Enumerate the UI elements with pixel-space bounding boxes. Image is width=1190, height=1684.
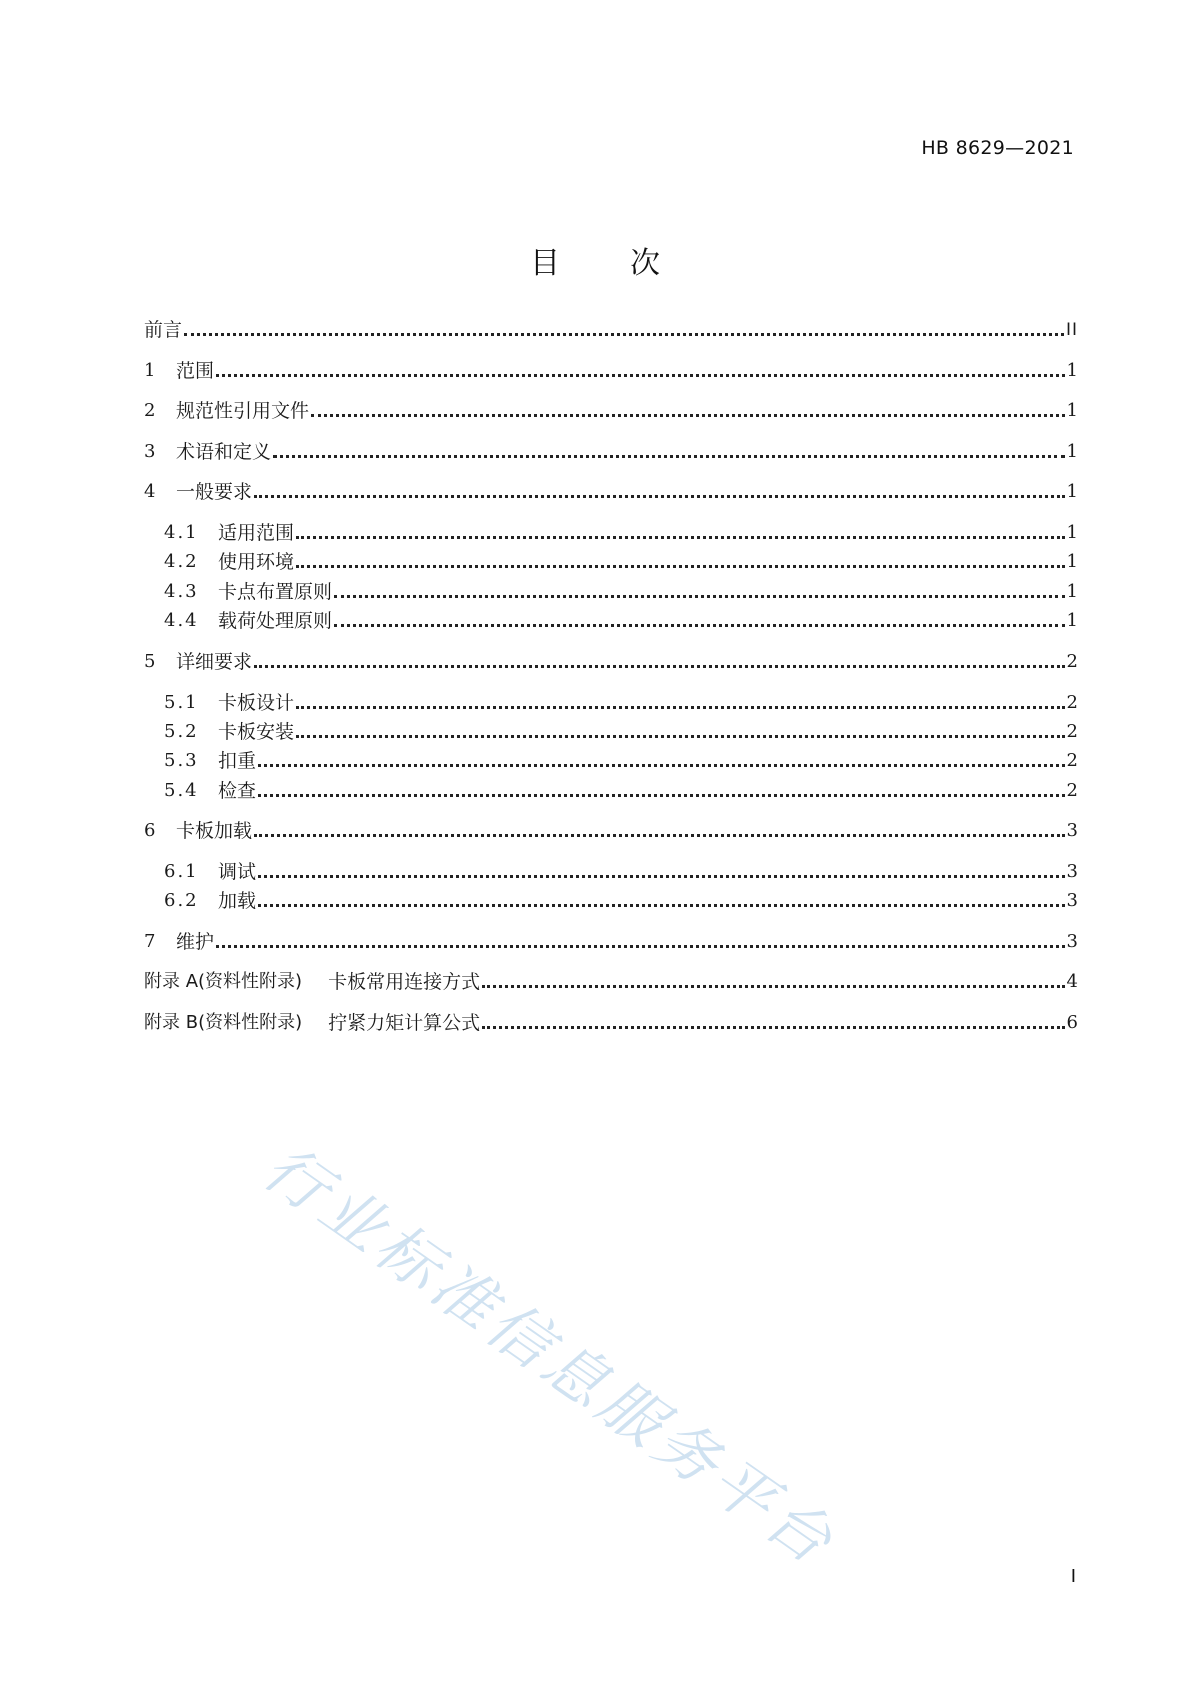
toc-entry-number: 5.2 — [164, 721, 199, 742]
toc-entry-5-2[interactable] — [164, 719, 1078, 745]
toc-entry-number: 4 — [144, 481, 156, 502]
toc-entry-page: II — [1065, 320, 1078, 340]
toc-entry-page: 1 — [1066, 400, 1078, 421]
toc-entry-number: 5.4 — [164, 780, 199, 801]
toc-leader-dots — [184, 333, 1064, 336]
toc-entry-page: 2 — [1066, 651, 1078, 672]
toc-entry-page: 3 — [1066, 931, 1078, 952]
toc-entry-number: 6.1 — [164, 861, 199, 882]
toc-entry-label: 加载 — [218, 890, 257, 912]
toc-leader-dots — [334, 624, 1065, 627]
toc-entry-number: 4.3 — [164, 581, 199, 602]
toc-entry-appendix-b[interactable] — [144, 1010, 1078, 1036]
toc-entry-number: 4.4 — [164, 610, 199, 631]
toc-entry-number: 5.3 — [164, 750, 199, 771]
toc-entry-page: 1 — [1066, 441, 1078, 462]
toc-entry-number: 7 — [144, 931, 156, 952]
toc-entry-page: 3 — [1066, 861, 1078, 882]
toc-entry-number: 2 — [144, 400, 156, 421]
toc-entry-number: 1 — [144, 360, 156, 381]
toc-leader-dots — [296, 565, 1065, 568]
toc-leader-dots — [482, 1026, 1064, 1029]
toc-entry-page: 1 — [1066, 581, 1078, 602]
toc-entry-4-1[interactable] — [164, 520, 1078, 546]
toc-entry-page: 2 — [1066, 721, 1078, 742]
toc-entry-label: 拧紧力矩计算公式 — [328, 1012, 481, 1034]
standard-code: HB 8629—2021 — [921, 137, 1074, 159]
toc-entry-number: 5 — [144, 651, 156, 672]
toc-leader-dots — [334, 595, 1065, 598]
toc-entry-page: 6 — [1066, 1012, 1078, 1033]
toc-entry-label: 使用环境 — [218, 551, 295, 573]
toc-entry-label: 前言 — [144, 319, 183, 341]
toc-entry-number: 4.2 — [164, 551, 199, 572]
toc-entry-5-3[interactable] — [164, 748, 1078, 774]
toc-leader-dots — [254, 834, 1065, 837]
toc-entry-number: 5.1 — [164, 692, 199, 713]
watermark: 行业标准信息服务平台 — [250, 1130, 850, 1581]
toc-entry-number: 附录 B(资料性附录) — [144, 1012, 303, 1033]
toc-entry-6[interactable] — [144, 818, 1078, 844]
toc-entry-6-1[interactable] — [164, 859, 1078, 885]
toc-entry-5[interactable] — [144, 649, 1078, 675]
toc-entry-label: 卡板安装 — [218, 721, 295, 743]
toc-leader-dots — [296, 735, 1065, 738]
toc-entry-3[interactable] — [144, 439, 1078, 465]
toc-entry-page: 1 — [1066, 551, 1078, 572]
toc-leader-dots — [311, 414, 1065, 417]
toc-entry-number: 4.1 — [164, 522, 199, 543]
toc-entry-number: 6 — [144, 820, 156, 841]
toc-entry-page: 3 — [1066, 890, 1078, 911]
toc-leader-dots — [258, 875, 1065, 878]
toc-leader-dots — [482, 985, 1064, 988]
toc-entry-4-2[interactable] — [164, 549, 1078, 575]
toc-entry-5-1[interactable] — [164, 690, 1078, 716]
toc-entry-label: 扣重 — [218, 750, 257, 772]
toc-entry-label: 调试 — [218, 861, 257, 883]
page-number: I — [1070, 1566, 1076, 1587]
toc-entry-number: 附录 A(资料性附录) — [144, 971, 303, 992]
toc-entry-4-3[interactable] — [164, 579, 1078, 605]
toc-entry-4[interactable] — [144, 479, 1078, 505]
toc-entry-label: 维护 — [176, 931, 215, 953]
toc-leader-dots — [273, 455, 1065, 458]
toc-leader-dots — [216, 945, 1065, 948]
toc-entry-page: 1 — [1066, 522, 1078, 543]
toc-entry-page: 1 — [1066, 610, 1078, 631]
toc-entry-label: 范围 — [176, 360, 215, 382]
page-title: 目次 — [530, 246, 730, 281]
toc-entry-page: 2 — [1066, 692, 1078, 713]
toc-entry-label: 检查 — [218, 780, 257, 802]
toc-entry-7[interactable] — [144, 929, 1078, 955]
toc-leader-dots — [258, 904, 1065, 907]
toc-entry-foreword[interactable] — [144, 317, 1078, 343]
toc-entry-5-4[interactable] — [164, 778, 1078, 804]
toc-leader-dots — [216, 374, 1065, 377]
toc-leader-dots — [296, 536, 1065, 539]
toc-leader-dots — [258, 764, 1065, 767]
toc-leader-dots — [296, 706, 1065, 709]
toc-entry-label: 术语和定义 — [176, 441, 272, 463]
toc-entry-page: 1 — [1066, 360, 1078, 381]
toc-entry-number: 3 — [144, 441, 156, 462]
toc-entry-label: 卡板设计 — [218, 692, 295, 714]
toc-entry-label: 卡点布置原则 — [218, 581, 333, 603]
toc-entry-4-4[interactable] — [164, 608, 1078, 634]
toc-entry-label: 适用范围 — [218, 522, 295, 544]
toc-leader-dots — [254, 495, 1065, 498]
toc-entry-page: 2 — [1066, 750, 1078, 771]
toc-entry-number: 6.2 — [164, 890, 199, 911]
toc-entry-label: 卡板常用连接方式 — [328, 971, 481, 993]
toc-entry-page: 4 — [1066, 971, 1078, 992]
toc-entry-appendix-a[interactable] — [144, 969, 1078, 995]
toc-entry-label: 规范性引用文件 — [176, 400, 310, 422]
toc-entry-label: 卡板加载 — [176, 820, 253, 842]
toc-entry-label: 详细要求 — [176, 651, 253, 673]
toc-entry-label: 一般要求 — [176, 481, 253, 503]
toc-entry-2[interactable] — [144, 398, 1078, 424]
toc-entry-6-2[interactable] — [164, 888, 1078, 914]
toc-entry-page: 3 — [1066, 820, 1078, 841]
toc-entry-label: 载荷处理原则 — [218, 610, 333, 632]
toc-leader-dots — [258, 794, 1065, 797]
toc-entry-page: 2 — [1066, 780, 1078, 801]
toc-leader-dots — [254, 665, 1065, 668]
toc-entry-page: 1 — [1066, 481, 1078, 502]
toc-entry-1[interactable] — [144, 358, 1078, 384]
